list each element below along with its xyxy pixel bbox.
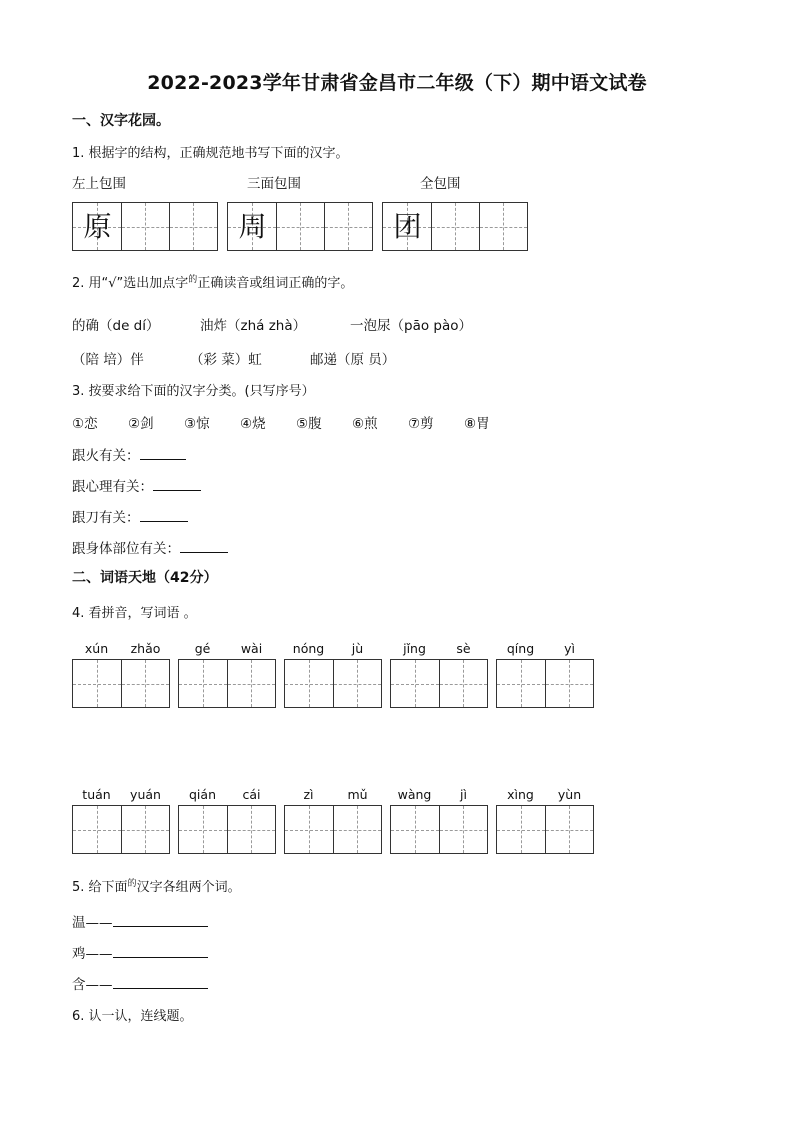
question-3-prompt: 3. 按要求给下面的汉字分类。(只写序号） (72, 384, 315, 399)
char-item: ②剑 (128, 416, 154, 432)
pinyin-label: wàng (397, 787, 432, 802)
pinyin-label: qián (189, 787, 216, 802)
char-item: ⑥煎 (352, 416, 378, 432)
answer-label: 跟刀有关： (72, 510, 140, 526)
answer-blank[interactable] (140, 507, 188, 522)
char-item: ⑦剪 (408, 416, 434, 432)
question-5-prompt (72, 876, 241, 895)
answer-line (72, 911, 208, 931)
choice-item[interactable]: （彩 菜）虹 (190, 352, 262, 368)
pinyin-label: nóng (292, 641, 325, 656)
word-grid[interactable] (284, 659, 382, 708)
answer-label: 温—— (72, 915, 113, 931)
pinyin-label: yùn (557, 787, 582, 802)
answer-line (72, 537, 228, 557)
choice-item[interactable]: 油炸（zhá zhà） (200, 318, 307, 334)
grid-cell-model (73, 203, 121, 250)
grid-cell[interactable] (121, 203, 169, 250)
model-char: 原 (83, 210, 112, 243)
pinyin-label: cái (242, 787, 261, 802)
structure-label-2: 三面包围 (247, 176, 301, 192)
word-grid[interactable] (284, 805, 382, 854)
writing-grid-2[interactable] (227, 202, 373, 251)
answer-line (72, 444, 186, 464)
char-item: ⑧胃 (464, 416, 490, 432)
question-6-prompt: 6. 认一认，连线题。 (72, 1009, 193, 1024)
answer-label: 鸡—— (72, 946, 113, 962)
pinyin-label: zì (303, 787, 314, 802)
prompt-dot-char: 的 (188, 275, 198, 285)
section-heading-2: 二、词语天地（42分） (72, 570, 218, 586)
char-item: ④烧 (240, 416, 266, 432)
prompt-dot-char: 的 (127, 879, 137, 889)
pinyin-label: jù (351, 641, 364, 656)
choice-item[interactable]: 邮递（原 员） (310, 352, 396, 368)
pinyin-label: yuán (130, 787, 161, 802)
prompt-part: 汉字各组两个词。 (136, 880, 241, 895)
char-item: ⑤腹 (296, 416, 322, 432)
pinyin-label: xún (84, 641, 109, 656)
choice-item[interactable]: （陪 培）伴 (72, 352, 144, 368)
pinyin-label: wài (240, 641, 263, 656)
word-grid[interactable] (496, 659, 594, 708)
grid-cell[interactable] (479, 203, 527, 250)
grid-cell[interactable] (431, 203, 479, 250)
word-grid[interactable] (496, 805, 594, 854)
section-heading-1: 一、汉字花园。 (72, 113, 170, 129)
answer-line (72, 506, 188, 526)
answer-blank[interactable] (113, 974, 208, 989)
pinyin-label: jì (460, 787, 467, 802)
question-1-prompt: 1. 根据字的结构，正确规范地书写下面的汉字。 (72, 146, 349, 161)
answer-line (72, 973, 208, 993)
pinyin-label: yì (564, 641, 575, 656)
grid-cell-model (383, 203, 431, 250)
choice-item[interactable]: 的确（de dí） (72, 318, 160, 334)
answer-label: 跟身体部位有关： (72, 541, 180, 557)
answer-blank[interactable] (153, 476, 201, 491)
pinyin-label: tuán (82, 787, 111, 802)
pinyin-label: jǐng (403, 641, 426, 656)
pinyin-label: zhǎo (130, 641, 161, 656)
pinyin-label: gé (194, 641, 211, 656)
prompt-part: 正确读音或组词正确的字。 (197, 276, 354, 291)
word-grid[interactable] (72, 659, 170, 708)
word-grid[interactable] (178, 659, 276, 708)
grid-cell[interactable] (169, 203, 217, 250)
pinyin-label: qíng (506, 641, 535, 656)
word-grid[interactable] (390, 805, 488, 854)
question-4-prompt: 4. 看拼音，写词语 。 (72, 606, 197, 621)
grid-cell-model (228, 203, 276, 250)
prompt-part: 5. 给下面 (72, 880, 128, 895)
char-item: ③惊 (184, 416, 210, 432)
answer-line (72, 475, 201, 495)
grid-cell[interactable] (276, 203, 324, 250)
model-char: 团 (393, 210, 422, 243)
grid-cell[interactable] (324, 203, 372, 250)
word-grid[interactable] (72, 805, 170, 854)
answer-line (72, 942, 208, 962)
word-grid[interactable] (178, 805, 276, 854)
question-2-prompt (72, 272, 353, 291)
answer-label: 跟火有关： (72, 448, 140, 464)
model-char: 周 (238, 210, 267, 243)
prompt-part: 2. 用“√”选出加点字 (72, 276, 189, 291)
structure-label-3: 全包围 (420, 176, 461, 192)
pinyin-label: xìng (507, 787, 534, 802)
word-grid[interactable] (390, 659, 488, 708)
page-title: 2022-2023学年甘肃省金昌市二年级（下）期中语文试卷 (147, 72, 647, 94)
structure-label-1: 左上包围 (72, 176, 126, 192)
answer-label: 含—— (72, 977, 113, 993)
writing-grid-3[interactable] (382, 202, 528, 251)
answer-blank[interactable] (113, 912, 208, 927)
pinyin-label: sè (456, 641, 471, 656)
choice-item[interactable]: 一泡尿（pāo pào） (350, 318, 472, 334)
answer-blank[interactable] (113, 943, 208, 958)
answer-blank[interactable] (140, 445, 186, 460)
pinyin-label: mǔ (347, 787, 368, 802)
writing-grid-1[interactable] (72, 202, 218, 251)
answer-label: 跟心理有关： (72, 479, 153, 495)
char-item: ①恋 (72, 416, 98, 432)
answer-blank[interactable] (180, 538, 228, 553)
